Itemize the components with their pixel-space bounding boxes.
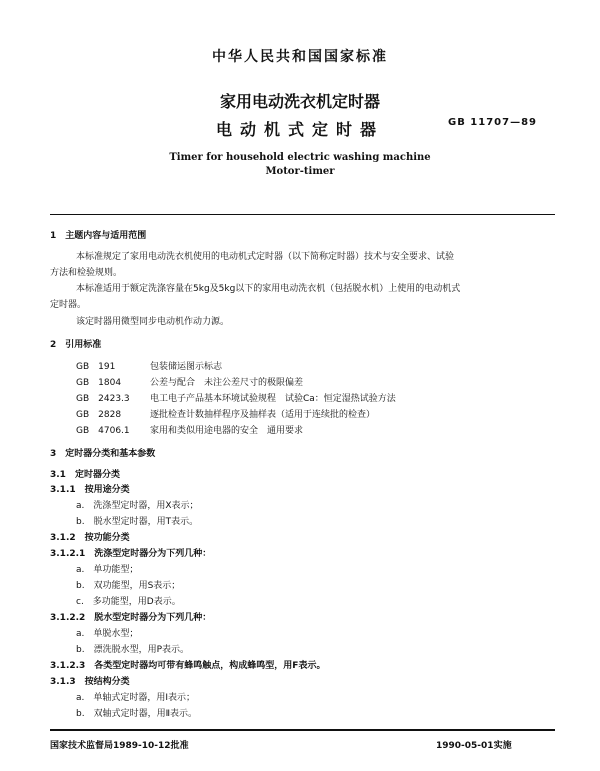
- footer-divider: [50, 729, 555, 731]
- ref-title: 家用和类似用途电器的安全 通用要求: [150, 426, 304, 436]
- effective-date: 1990-05-01实施: [436, 741, 512, 751]
- list-item: a. 洗涤型定时器，用X表示；: [76, 501, 199, 511]
- clause-3-1-2-3: 3.1.2.3 各类型定时器均可带有蜂鸣触点，构成蜂鸣型，用F表示。: [50, 661, 326, 671]
- section-1-paragraph-2-line-2: 定时器。: [50, 300, 87, 310]
- section-1-paragraph-2-line-1: 本标准适用于额定洗涤容量在5kg及5kg以下的家用电动洗衣机（包括脱水机）上使用的电动机式: [76, 284, 461, 294]
- standard-code: GB 11707—89: [448, 117, 538, 128]
- clause-3-1: 3.1 定时器分类: [50, 470, 120, 480]
- list-item: b. 双轴式定时器，用Ⅱ表示。: [76, 709, 198, 719]
- list-item: a. 单脱水型；: [76, 629, 139, 639]
- ref-title: 逐批检查计数抽样程序及抽样表（适用于连续批的检查）: [150, 410, 376, 420]
- section-1-paragraph-1-line-2: 方法和检验规则。: [50, 268, 123, 278]
- list-item: a. 单功能型；: [76, 565, 139, 575]
- ref-code: GB 4706.1: [76, 426, 130, 436]
- header-divider: [50, 214, 555, 215]
- list-item: c. 多功能型，用D表示。: [76, 597, 181, 607]
- ref-title: 包装储运图示标志: [150, 362, 223, 372]
- list-item: b. 双功能型，用S表示；: [76, 581, 181, 591]
- section-1-paragraph-3: 该定时器用微型同步电动机作动力源。: [76, 317, 230, 327]
- section-3-heading: 3 定时器分类和基本参数: [50, 449, 156, 459]
- english-title-line-1: Timer for household electric washing machine: [169, 152, 431, 163]
- list-item: b. 漂洗脱水型，用P表示。: [76, 645, 190, 655]
- section-1-paragraph-1-line-1: 本标准规定了家用电动洗衣机使用的电动机式定时器（以下简称定时器）技术与安全要求、试验: [76, 252, 455, 262]
- list-item: a. 单轴式定时器，用Ⅰ表示；: [76, 693, 196, 703]
- document-title-line-2: 电动机式定时器: [215, 120, 384, 139]
- clause-3-1-1: 3.1.1 按用途分类: [50, 485, 130, 495]
- section-1-heading: 1 主题内容与适用范围: [50, 231, 147, 241]
- english-title-line-2: Motor-timer: [265, 166, 335, 177]
- clause-3-1-2: 3.1.2 按功能分类: [50, 533, 130, 543]
- clause-3-1-2-1: 3.1.2.1 洗涤型定时器分为下列几种：: [50, 549, 212, 559]
- ref-title: 电工电子产品基本环境试验规程 试验Ca：恒定湿热试验方法: [150, 394, 396, 404]
- clause-3-1-3: 3.1.3 按结构分类: [50, 677, 130, 687]
- list-item: b. 脱水型定时器，用T表示。: [76, 517, 199, 527]
- ref-code: GB 2423.3: [76, 394, 130, 404]
- approval-date: 国家技术监督局1989-10-12批准: [50, 741, 189, 751]
- clause-3-1-2-2: 3.1.2.2 脱水型定时器分为下列几种：: [50, 613, 212, 623]
- ref-code: GB 1804: [76, 378, 122, 388]
- issuing-body: 中华人民共和国国家标准: [212, 49, 388, 65]
- ref-code: GB 191: [76, 362, 116, 372]
- document-title-line-1: 家用电动洗衣机定时器: [219, 92, 380, 111]
- ref-code: GB 2828: [76, 410, 122, 420]
- section-2-heading: 2 引用标准: [50, 340, 102, 350]
- ref-title: 公差与配合 未注公差尺寸的极限偏差: [150, 378, 304, 388]
